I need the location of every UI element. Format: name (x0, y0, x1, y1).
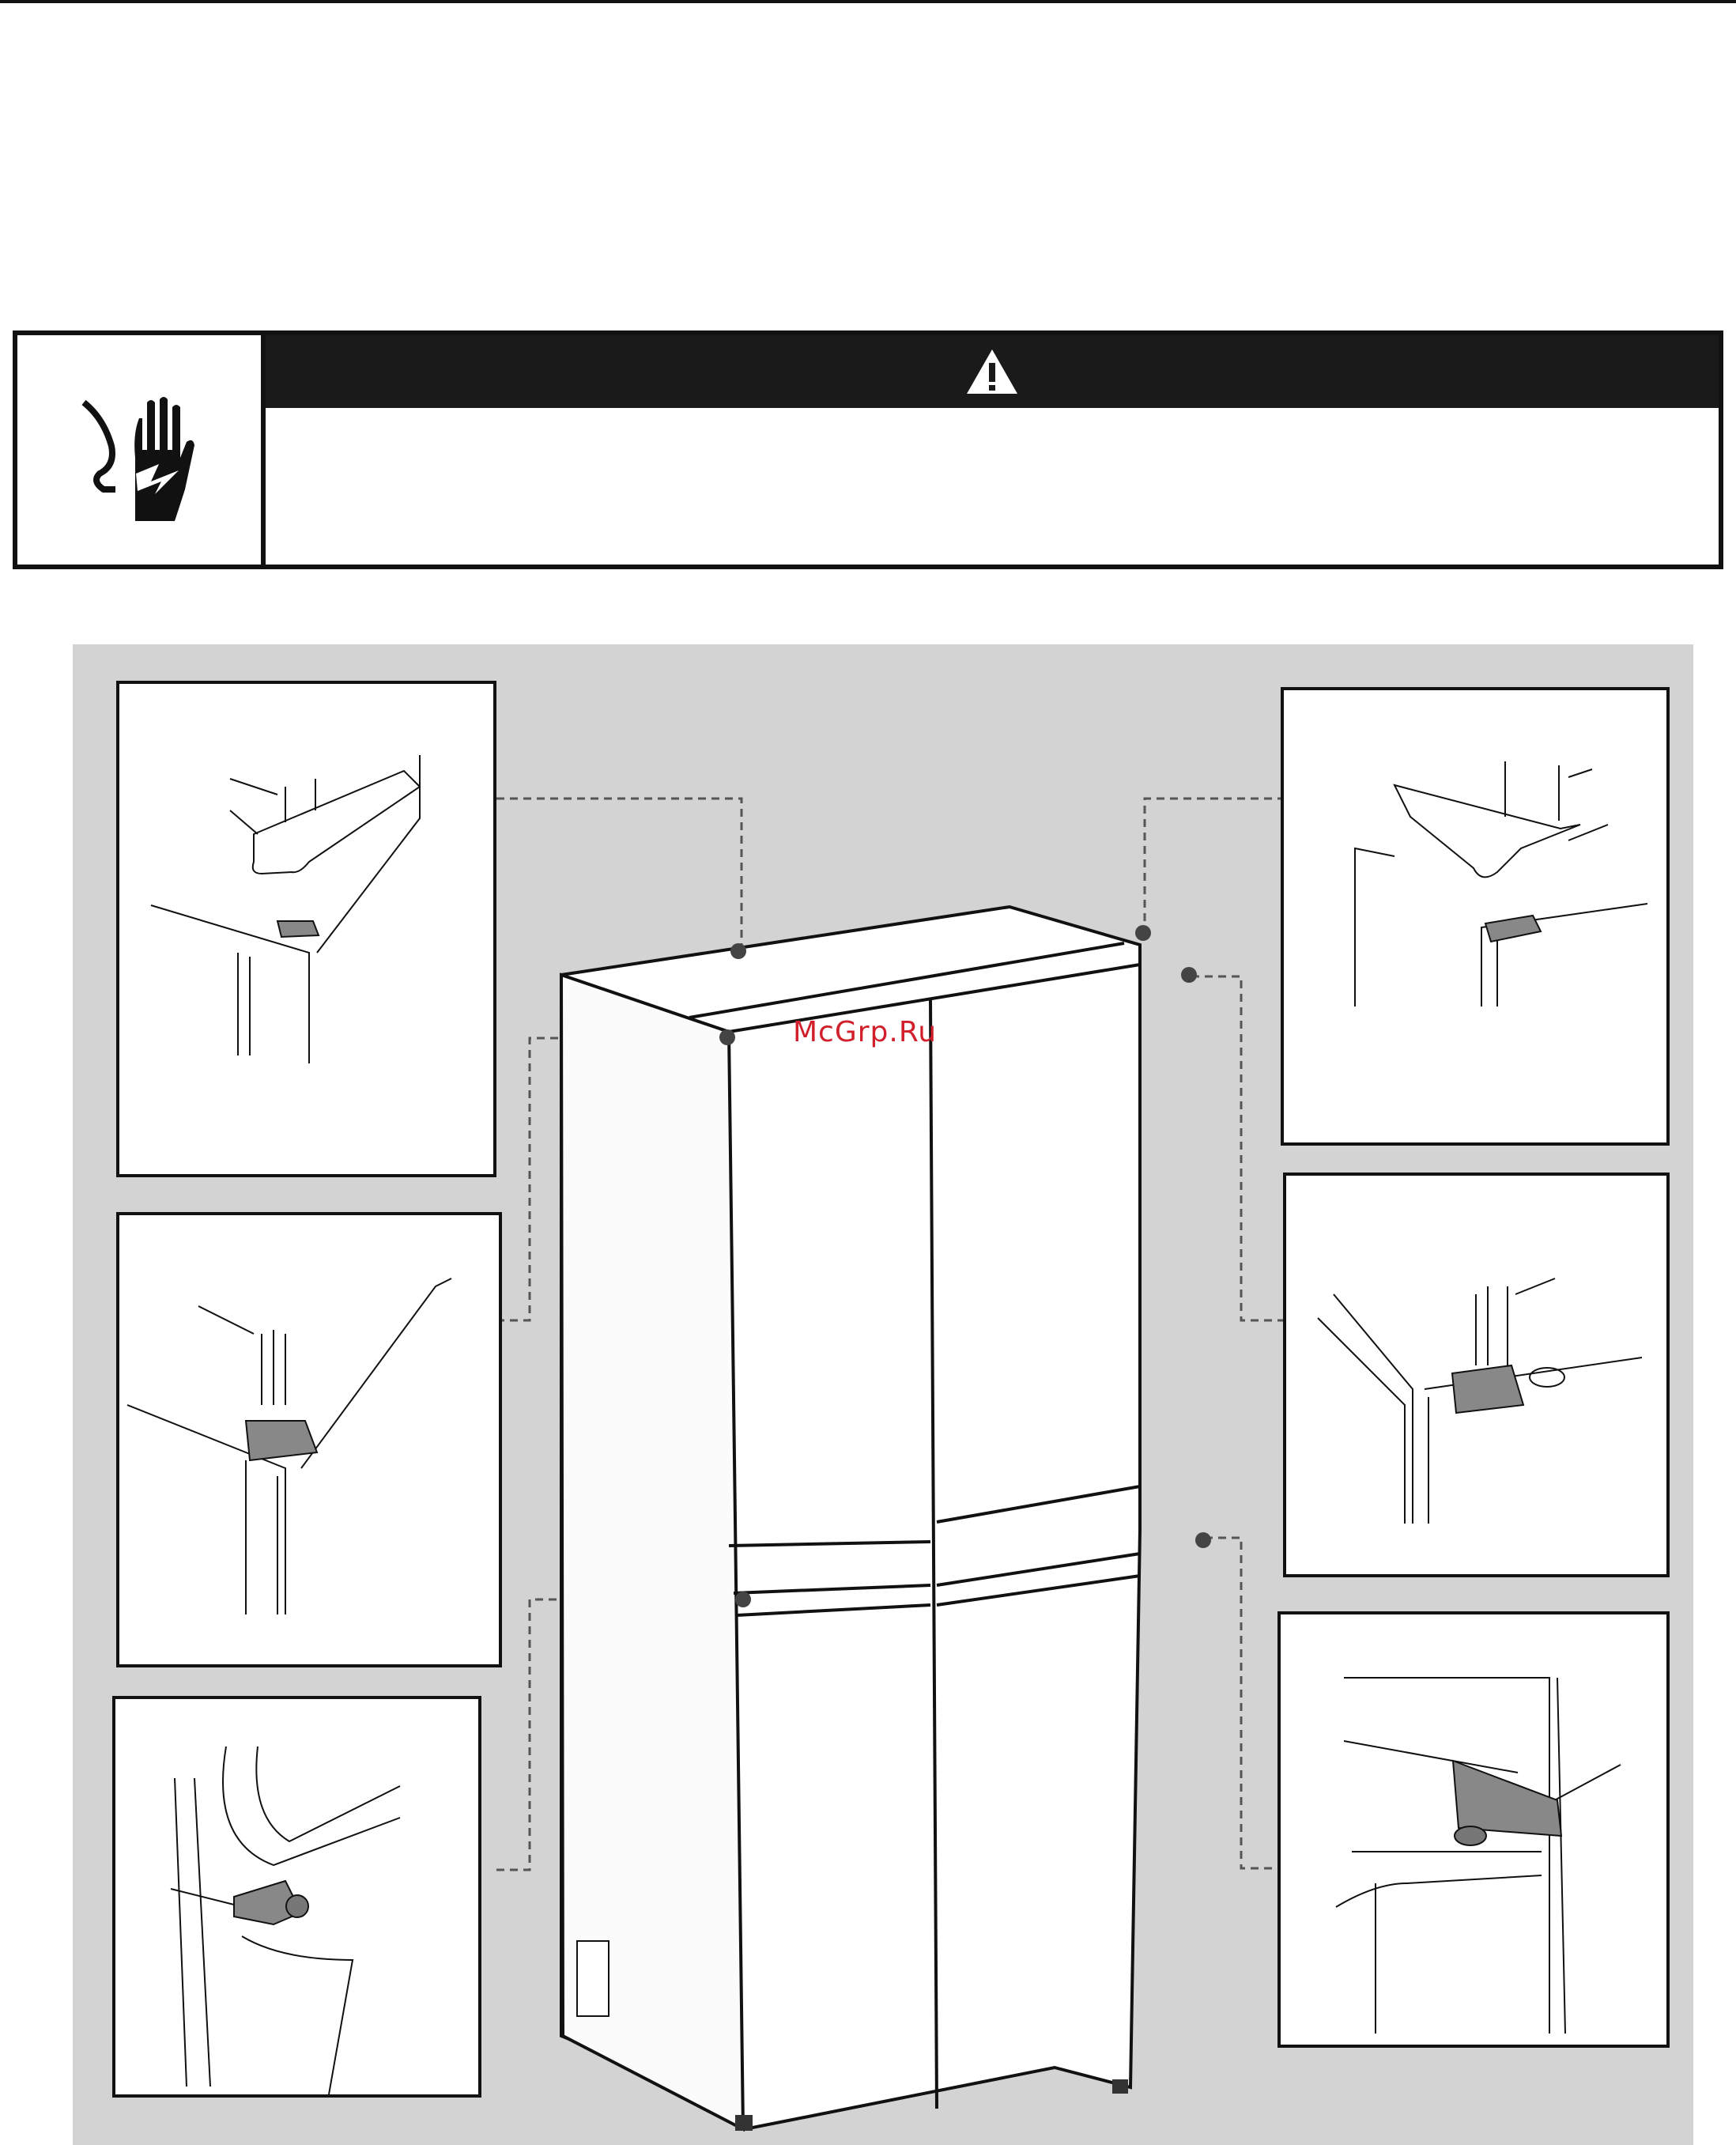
bottom-left-hinge-detail (112, 1696, 481, 2098)
warning-header (266, 335, 1719, 408)
electrical-shock-hazard-icon (60, 371, 218, 529)
warning-body (266, 408, 1719, 565)
watermark: McGrp.Ru (793, 1016, 938, 1048)
hazard-icon-cell (17, 335, 266, 565)
top-rule (0, 0, 1736, 3)
bottom-left-hinge-drawing (115, 1699, 478, 2094)
warning-triangle-icon (964, 347, 1020, 396)
middle-left-hinge-drawing (119, 1215, 499, 1664)
refrigerator-body (561, 907, 1140, 2131)
bottom-right-hinge-detail (1277, 1611, 1670, 2048)
middle-right-hinge-drawing (1286, 1176, 1666, 1574)
bottom-right-hinge-drawing (1281, 1614, 1666, 2045)
refrigerator-hinge-figure (73, 644, 1693, 2145)
warning-box (13, 330, 1723, 569)
top-left-hinge-detail (116, 681, 496, 1177)
top-right-hinge-drawing (1284, 690, 1666, 1142)
top-left-hinge-drawing (119, 684, 493, 1174)
middle-left-hinge-detail (116, 1212, 502, 1667)
top-right-hinge-detail (1281, 687, 1670, 1146)
middle-right-hinge-detail (1283, 1173, 1670, 1577)
